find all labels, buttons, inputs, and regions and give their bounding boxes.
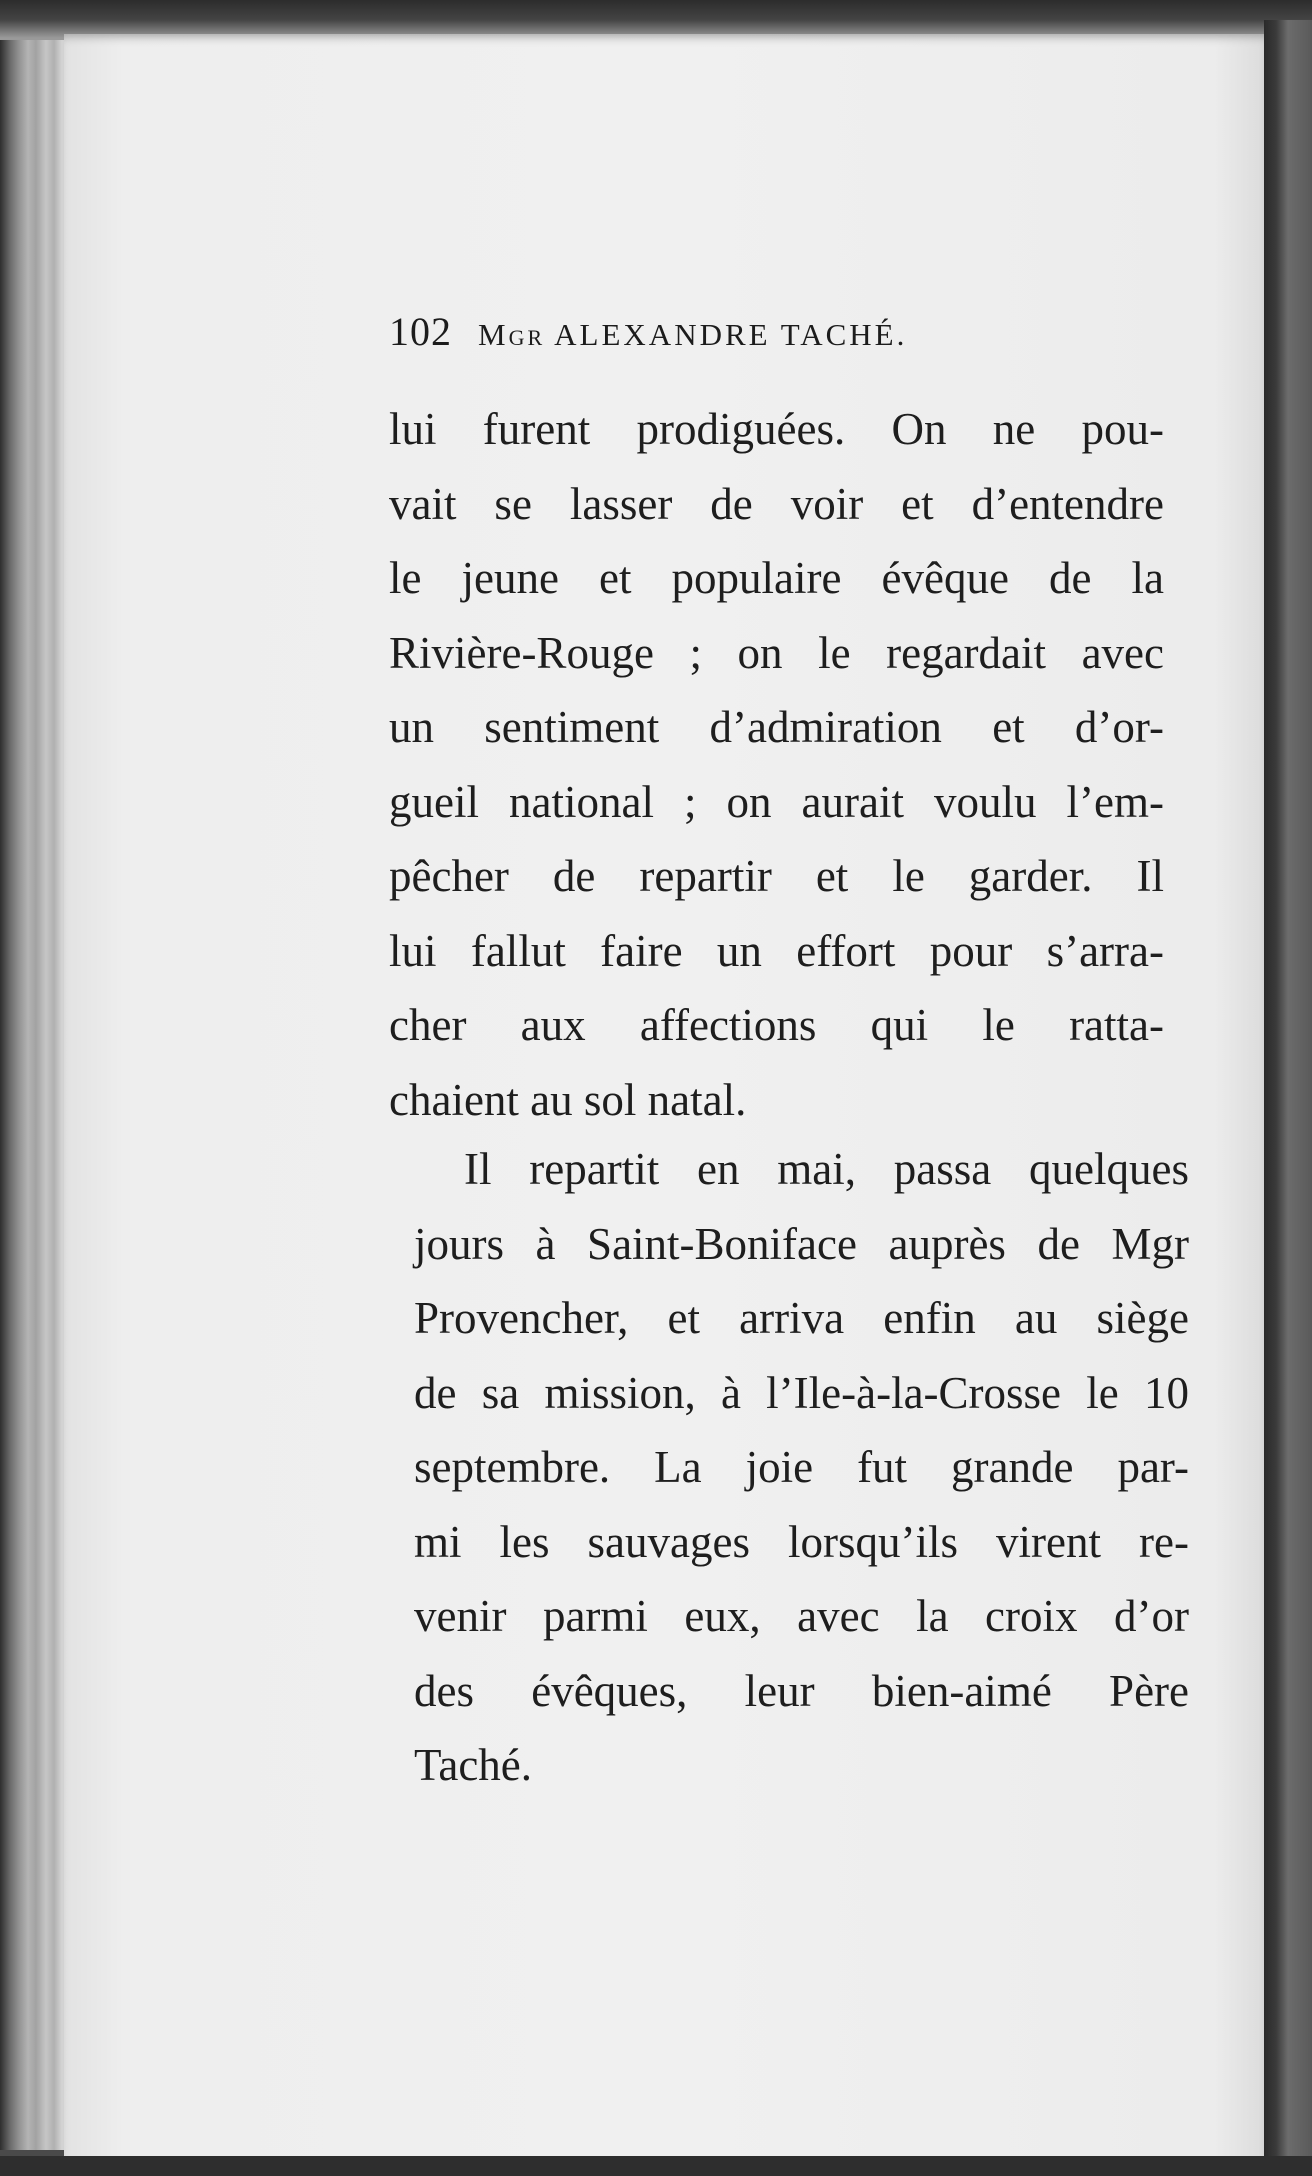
- text-line: septembre. La joie fut grande par-: [414, 1442, 1189, 1492]
- text-line: de sa mission, à l’Ile-à-la-Crosse le 10: [414, 1367, 1189, 1418]
- book-binding-right: [1264, 20, 1312, 2176]
- text-line: Rivière-Rouge ; on le regardait avec: [389, 627, 1164, 678]
- text-line: pêcher de repartir et le garder. Il: [389, 851, 1164, 901]
- text-line: Provencher, et arriva enfin au siège: [414, 1293, 1189, 1343]
- text-line: un sentiment d’admiration et d’or-: [389, 702, 1164, 752]
- text-line: Il repartit en mai, passa quelques: [464, 1144, 1189, 1194]
- paragraph-2: [414, 1132, 1189, 1803]
- text-line: le jeune et populaire évêque de la: [389, 553, 1164, 603]
- running-title: Mgr ALEXANDRE TACHÉ.: [478, 317, 908, 352]
- scan-bottom-margin: [0, 2156, 1312, 2176]
- text-line: lui fallut faire un effort pour s’arra-: [389, 925, 1164, 976]
- paragraph-1: [389, 392, 1164, 1137]
- text-line: chaient au sol natal.: [389, 1074, 747, 1125]
- text-line: jours à Saint-Boniface auprès de Mgr: [414, 1218, 1189, 1269]
- text-line: gueil national ; on aurait voulu l’em-: [389, 776, 1164, 827]
- text-line: cher aux affections qui le ratta-: [389, 1000, 1164, 1050]
- page-number: 102: [389, 309, 452, 354]
- running-header: [389, 308, 1149, 368]
- text-line: venir parmi eux, avec la croix d’or: [414, 1591, 1189, 1641]
- text-line: des évêques, leur bien-aimé Père: [414, 1665, 1189, 1716]
- text-line: vait se lasser de voir et d’entendre: [389, 478, 1164, 529]
- book-page-edges-left: [0, 40, 70, 2150]
- text-line: Taché.: [414, 1740, 533, 1790]
- text-line: mi les sauvages lorsqu’ils virent re-: [414, 1516, 1189, 1567]
- text-line: lui furent prodiguées. On ne pou-: [389, 404, 1164, 454]
